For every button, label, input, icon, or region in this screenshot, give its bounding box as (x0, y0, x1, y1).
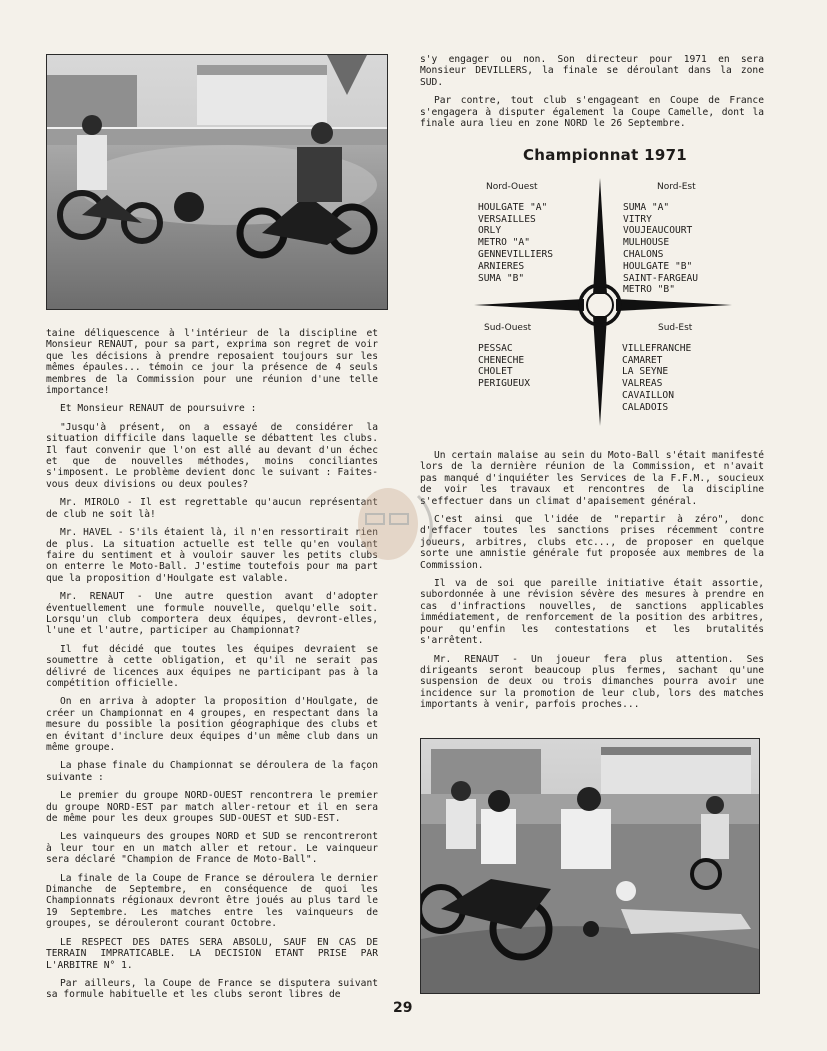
paragraph: Mr. MIROLO - Il est regrettable qu'aucun représentant de club ne soit là! (46, 497, 378, 520)
team-name: GENNEVILLIERS (478, 248, 554, 260)
team-name: SAINT-FARGEAU (623, 272, 699, 284)
paragraph: Le premier du groupe NORD-OUEST rencontrera le premier du groupe NORD-EST par match aller-retour et il en sera de même pour les deux groupes SUD-OUEST et SUD-EST. (46, 790, 378, 825)
paragraph: Par contre, tout club s'engageant en Coupe de France s'engagera à disputer également la Coupe Camelle, dont la finale aura lieu en zone NORD le 26 Septembre. (420, 95, 764, 130)
group-nord-est (623, 182, 698, 296)
watermark-stamp-icon (348, 476, 444, 572)
team-name: CHALONS (623, 248, 664, 260)
paragraph: Et Monsieur RENAUT de poursuivre : (60, 403, 257, 415)
photo-moto-ball-scrum (420, 738, 760, 994)
team-name: METRO "B" (623, 284, 675, 296)
paragraph: Il fut décidé que toutes les équipes devraient se soumettre à cette obligation, et qu'il ne serait pas délivré de licences aux équipes ne participant pas à la compétition officielle. (46, 643, 378, 689)
paragraph: Un certain malaise au sein du Moto-Ball s'était manifesté lors de la dernière réunion de la Commission, et n'avait pas manqué d'inquiéter les Services de la F.F.M., soucieux de voir les travaux et rencontres de la discipline s'effectuer dans un climat d'apaisement général. (420, 450, 764, 507)
group-title: Nord-Ouest (486, 182, 538, 192)
paragraph: On en arriva à adopter la proposition d'Houlgate, de créer un Championnat en 4 groupes, en respectant dans la mesure du possible la position géographique des clubs et en évitant d'inclure deux équipes d'un même club dans un même groupe. (46, 696, 378, 753)
group-title: Nord-Est (657, 182, 696, 192)
paragraph: La phase finale du Championnat se déroulera de la façon suivante : (46, 760, 378, 783)
team-name: ARNIERES (478, 260, 525, 272)
team-name: CAMARET (622, 354, 663, 366)
paragraph: La finale de la Coupe de France se déroulera le dernier Dimanche de Septembre, en conséquence de quoi les Championnats régionaux devront être joués au plus tard le 19 Septembre. Les matches entre les vainqueurs de groupes, se dérouleront courant Octobre. (46, 872, 378, 930)
paragraph: taine déliquescence à l'intérieur de la discipline et Monsieur RENAUT, pour sa part, exprima son regret de voir que les décisions à prendre reposaient toujours sur les mêmes épaules... témoin ce jour la présence de 4 seuls membres de la Commission pour une réunion d'une telle importance! (46, 328, 378, 397)
group-sud-ouest (478, 323, 531, 390)
right-column-top-text (420, 54, 764, 136)
team-name: ORLY (478, 225, 502, 237)
group-title: Sud-Est (658, 323, 693, 333)
team-name: VITRY (623, 213, 652, 225)
team-name: CHOLET (478, 366, 513, 378)
team-name: CALADOIS (622, 401, 669, 413)
paragraph: Mr. RENAUT - Un joueur fera plus attention. Ses dirigeants seront beaucoup plus fermes, sachant qu'une suspension de deux ou trois dimanches pourra avoir une incidence sur la promotion de leur club, lors des matches importants à venir, parfois proches... (420, 653, 764, 711)
paragraph: Mr. HAVEL - S'ils étaient là, il n'en ressortirait rien de plus. La situation actuelle est telle qu'en voulant faire du sentiment et à vouloir sauver les petits clubs on enterre le Moto-Ball. J'estime toutefois pour ma part que la proposition d'Houlgate est valable. (46, 527, 378, 584)
paragraph: Mr. RENAUT - Une autre question avant d'adopter éventuellement une formule nouvelle, quelqu'elle soit. Lorsqu'un club comportera deux équipes, devront-elles, l'une et l'autre, participer au Championnat? (46, 591, 378, 637)
paragraph: LE RESPECT DES DATES SERA ABSOLU, SAUF EN CAS DE TERRAIN IMPRATICABLE. LA DECISION ETANT PRISE PAR L'ARBITRE N° 1. (46, 936, 378, 971)
page-number: 29 (393, 1000, 413, 1016)
team-name: CAVAILLON (622, 389, 674, 401)
team-name: VERSAILLES (478, 213, 536, 225)
paragraph: C'est ainsi que l'idée de "repartir à zéro", donc d'effacer toutes les sanctions prises récemment contre joueurs, arbitres, clubs etc..., de proposer en quelque sorte une amnistie générale fut proposée aux membres de la Commission. (420, 514, 764, 571)
team-name: VILLEFRANCHE (622, 342, 692, 354)
team-name: SUMA "B" (478, 272, 525, 284)
team-name: HOULGATE "B" (623, 260, 693, 272)
paragraph: Par ailleurs, la Coupe de France se disputera suivant sa formule habituelle et les clubs seront libres de (46, 977, 378, 1001)
championship-title: Championnat 1971 (523, 146, 688, 164)
group-sud-est (622, 323, 693, 414)
team-name: METRO "A" (478, 237, 530, 249)
paragraph: Il va de soi que pareille initiative était assortie, subordonnée à une révision sévère des mesures à prendre en cas d'infractions nouvelles, de sanctions applicables immédiatement, de renforcement de la position des arbitres, pour qu'enfin les contestations et les brutalités s'arrêtent. (420, 578, 764, 647)
right-column-bottom-text (420, 450, 764, 718)
team-name: LA SEYNE (622, 366, 669, 378)
team-name: VOUJEAUCOURT (623, 225, 693, 237)
team-name: HOULGATE "A" (478, 201, 548, 213)
team-name: PESSAC (478, 342, 513, 354)
group-nord-ouest (478, 182, 553, 284)
team-name: SUMA "A" (623, 201, 670, 213)
group-title: Sud-Ouest (484, 323, 532, 333)
left-column-text (46, 328, 378, 1008)
paragraph: s'y engager ou non. Son directeur pour 1971 en sera Monsieur DEVILLERS, la finale se déroulant dans la zone SUD. (420, 54, 764, 88)
team-name: CHENECHE (478, 354, 525, 366)
team-name: VALREAS (622, 378, 663, 390)
paragraph: "Jusqu'à présent, on a essayé de considérer la situation difficile dans laquelle se débattent les clubs. Il faut convenir que l'on est allé au devant d'un échec et que de nouvelles méthodes, moins conciliantes s'imposent. Le problème devient donc le suivant : Faites-vous deux divisions ou deux poules? (46, 421, 378, 490)
photo-moto-ball-riders (46, 54, 388, 310)
team-name: MULHOUSE (623, 237, 670, 249)
paragraph: Les vainqueurs des groupes NORD et SUD se rencontreront à leur tour en un match aller et retour. Le vainqueur sera déclaré "Champion de France de Moto-Ball". (46, 831, 378, 866)
team-name: PERIGUEUX (478, 378, 530, 390)
team-list (622, 343, 692, 414)
